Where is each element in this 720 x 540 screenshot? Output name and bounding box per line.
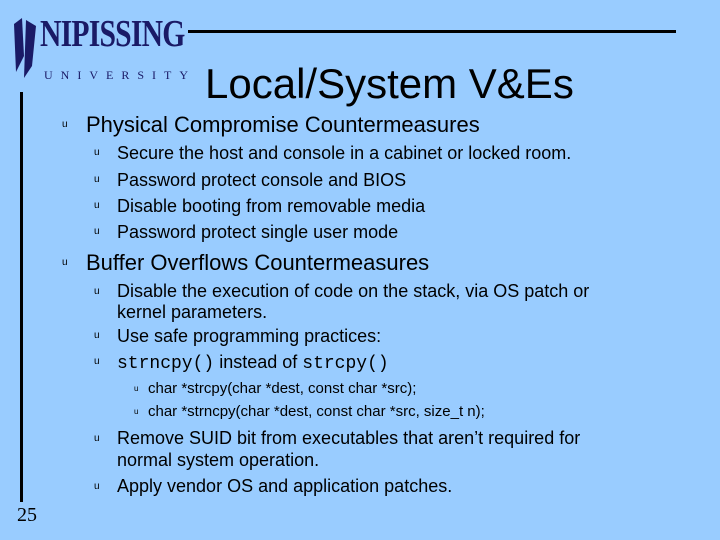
logo-wordmark: NIPISSING [40, 13, 185, 55]
text-instead-of: instead of [214, 352, 303, 372]
list-item: Disable the execution of code on the stack, via OS patch or [117, 281, 590, 301]
code-signature: char *strcpy(char *dest, const char *src); [148, 380, 417, 397]
heading-physical: Physical Compromise Countermeasures [86, 112, 480, 137]
bullet-icon: u [62, 119, 68, 130]
list-item: Remove SUID bit from executables that aren’t required for [117, 428, 581, 448]
bullet-icon: u [134, 384, 139, 393]
page-number: 25 [17, 504, 37, 526]
list-item: Password protect console and BIOS [117, 170, 407, 190]
bullet-icon: u [94, 174, 100, 185]
list-item: Password protect single user mode [117, 222, 399, 242]
bullet-icon: u [94, 481, 100, 492]
side-rule [20, 92, 23, 502]
bullet-icon: u [62, 257, 68, 268]
list-item-continuation: kernel parameters. [117, 302, 268, 322]
header-rule [188, 30, 676, 33]
bullet-icon: u [94, 433, 100, 444]
code-strcpy: strcpy() [302, 354, 389, 374]
list-item: Use safe programming practices: [117, 326, 382, 346]
bullet-icon: u [94, 226, 100, 237]
list-item: Disable booting from removable media [117, 196, 426, 216]
bullet-icon: u [94, 286, 100, 297]
bullet-icon: u [134, 407, 139, 416]
bullet-icon: u [94, 200, 100, 211]
logo-emblem-icon [10, 16, 40, 82]
bullet-icon: u [94, 356, 100, 367]
list-item-continuation: normal system operation. [117, 450, 320, 470]
code-strncpy: strncpy() [117, 354, 215, 374]
bullet-icon: u [94, 147, 100, 158]
list-item [117, 352, 389, 375]
code-signature: char *strncpy(char *dest, const char *src, size_t n); [148, 403, 485, 420]
heading-buffer: Buffer Overflows Countermeasures [86, 250, 430, 275]
university-logo [10, 12, 196, 90]
list-item: Secure the host and console in a cabinet or locked room. [117, 143, 572, 163]
logo-subtitle: UNIVERSITY [44, 68, 196, 82]
list-item: Apply vendor OS and application patches. [117, 476, 453, 496]
slide-title: Local/System V&Es [205, 60, 574, 107]
bullet-icon: u [94, 330, 100, 341]
